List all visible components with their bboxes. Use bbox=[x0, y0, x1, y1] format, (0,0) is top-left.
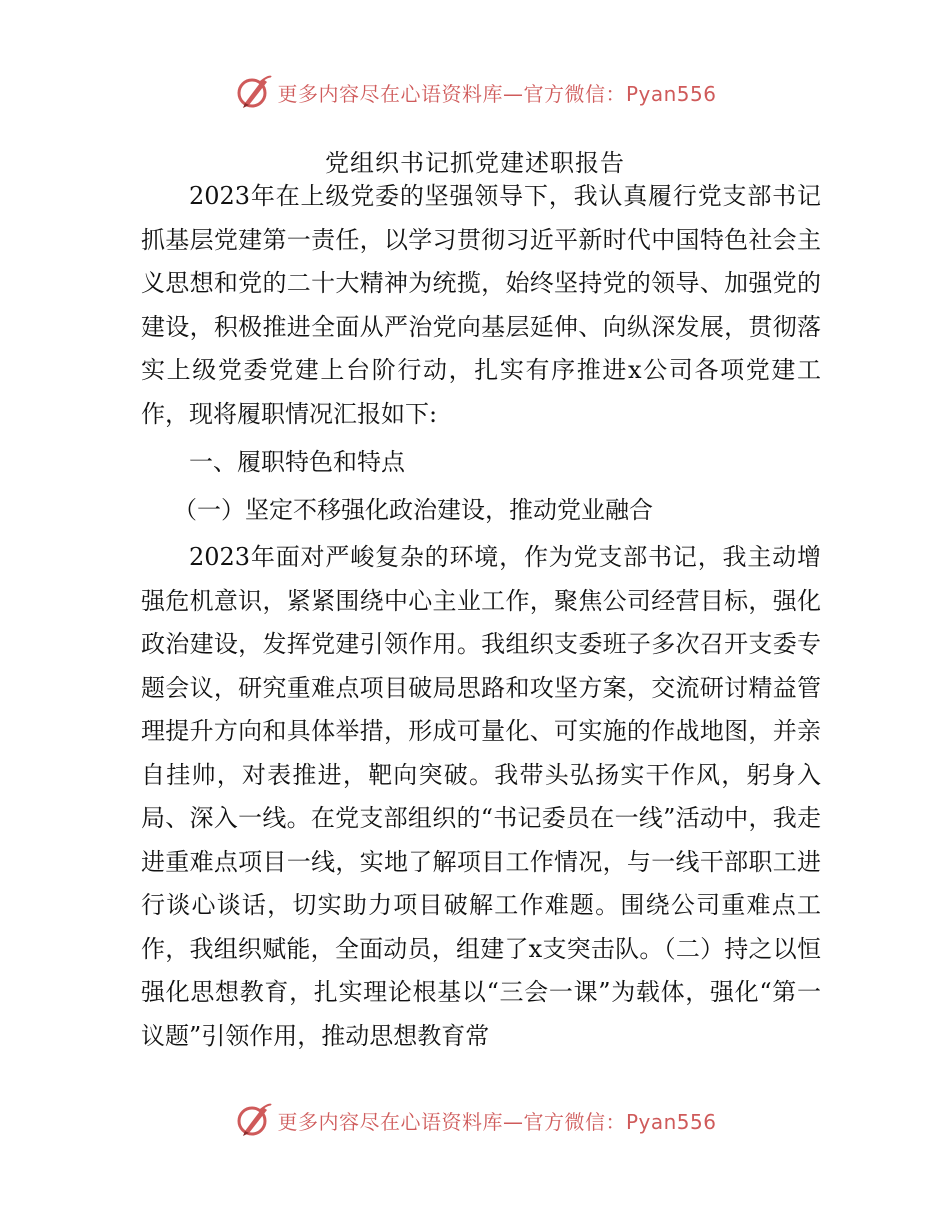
pen-feather-logo-icon bbox=[233, 73, 273, 111]
document-title: 党组织书记抓党建述职报告 bbox=[325, 149, 625, 177]
document-body bbox=[141, 175, 821, 1058]
header-banner bbox=[0, 72, 950, 112]
pen-feather-logo-icon bbox=[233, 1101, 273, 1139]
subsection-heading: （一）坚定不移强化政治建设，推动党业融合 bbox=[173, 495, 653, 524]
section-heading: 一、履职特色和特点 bbox=[189, 448, 405, 476]
paragraph-body: 2023年面对严峻复杂的环境，作为党支部书记，我主动增强危机意识，紧紧围绕中心主业工作，聚焦公司经营目标，强化政治建设，发挥党建引领作用。我组织支委班子多次召开支委专题会议，研究重难点项目破局思路和攻坚方案，交流研讨精益管理提升方向和具体举措，形成可量化、可实施的作战地图，并亲自挂帅，对表推进，靶向突破。我带头弘扬实干作风，躬身入局、深入一线。在党支部组织的“书记委员在一线”活动中，我走进重难点项目一线，实地了解项目工作情况，与一线干部职工进行谈心谈话，切实助力项目破解工作难题。围绕公司重难点工作，我组织赋能，全面动员，组建了x支突击队。（二）持之以恒强化思想教育，扎实理论根基以“三会一课”为载体，强化“第一议题”引领作用，推动思想教育常 bbox=[141, 543, 821, 1050]
banner-text: 更多内容尽在心语资料库—官方微信：Pyan556 bbox=[277, 81, 717, 106]
footer-banner bbox=[0, 1100, 950, 1140]
banner-text: 更多内容尽在心语资料库—官方微信：Pyan556 bbox=[277, 1109, 717, 1134]
paragraph-intro: 2023年在上级党委的坚强领导下，我认真履行党支部书记抓基层党建第一责任，以学习贯彻习近平新时代中国特色社会主义思想和党的二十大精神为统揽，始终坚持党的领导、加强党的建设，积极推进全面从严治党向基层延伸、向纵深发展，贯彻落实上级党委党建上台阶行动，扎实有序推进x公司各项党建工作，现将履职情况汇报如下: bbox=[141, 182, 821, 428]
